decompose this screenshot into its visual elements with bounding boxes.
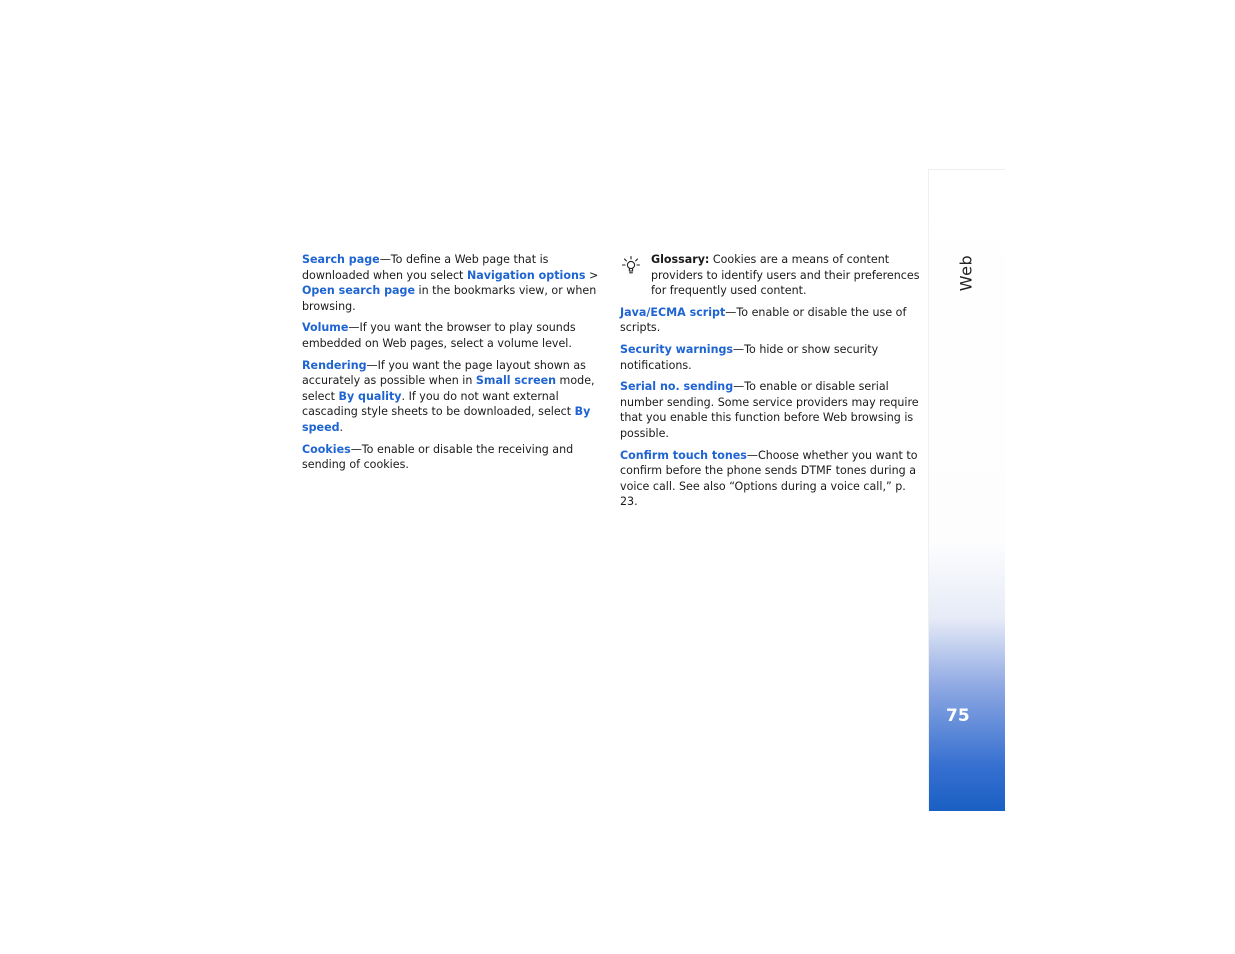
setting-java-script	[620, 305, 925, 336]
setting-desc: —To enable or disable the use of scripts.	[620, 305, 907, 335]
setting-rendering	[302, 358, 604, 436]
setting-desc: —To define a Web page that is downloaded when you select	[302, 253, 549, 282]
setting-touch-tones	[620, 448, 925, 510]
setting-name-cookies: Cookies	[302, 442, 351, 456]
menu-path-open-search-page: Open search page	[302, 284, 415, 298]
option-by-quality: By quality	[338, 389, 402, 403]
setting-desc: —To enable or disable serial number sending. Some service providers may require that you enable this function before Web browsing is possible.	[620, 380, 919, 440]
chapter-title-text: Web	[956, 254, 976, 292]
option-small-screen: Small screen	[475, 374, 557, 388]
setting-desc: in the bookmarks view, or when browsing.	[302, 284, 597, 313]
right-column	[620, 252, 925, 516]
setting-security-warnings	[620, 342, 925, 373]
menu-path-navigation-options: Navigation options	[466, 268, 586, 282]
setting-desc: —To hide or show security notifications.	[620, 342, 879, 372]
setting-name-search-page: Search page	[302, 253, 380, 266]
option-by-speed: By speed	[302, 405, 591, 434]
page-number: 75	[946, 706, 970, 726]
setting-desc: —To enable or disable the receiving and sending of cookies.	[302, 442, 574, 472]
setting-cookies	[302, 442, 604, 473]
setting-search-page	[302, 252, 604, 314]
setting-name-security-warnings: Security warnings	[620, 342, 734, 356]
chapter-title	[956, 256, 976, 290]
setting-desc: —If you want the page layout shown as accurately as possible when in	[302, 358, 586, 388]
setting-name-volume: Volume	[302, 321, 349, 335]
setting-name-rendering: Rendering	[302, 358, 367, 372]
setting-desc: —Choose whether you want to confirm before the phone sends DTMF tones during a voice call. See also “Options during a voice call,” p. 23.	[620, 448, 918, 509]
path-separator: >	[585, 268, 599, 282]
glossary-body: Cookies are a means of content providers to identify users and their preferences for frequently used content.	[651, 253, 920, 298]
setting-name-serial-sending: Serial no. sending	[620, 380, 734, 394]
setting-desc: . If you do not want external cascading style sheets to be downloaded, select	[302, 389, 575, 419]
setting-serial-sending	[620, 379, 925, 441]
left-column	[302, 252, 604, 479]
lightbulb-icon	[621, 255, 641, 275]
setting-name-java-script: Java/ECMA script	[620, 305, 726, 319]
setting-name-touch-tones: Confirm touch tones	[620, 448, 747, 462]
glossary-tip	[620, 252, 925, 299]
glossary-heading: Glossary:	[651, 253, 710, 266]
setting-desc: .	[339, 420, 344, 434]
setting-volume	[302, 320, 604, 351]
setting-desc: —If you want the browser to play sounds embedded on Web pages, select a volume level.	[302, 321, 576, 350]
setting-desc: mode, select	[302, 374, 595, 403]
